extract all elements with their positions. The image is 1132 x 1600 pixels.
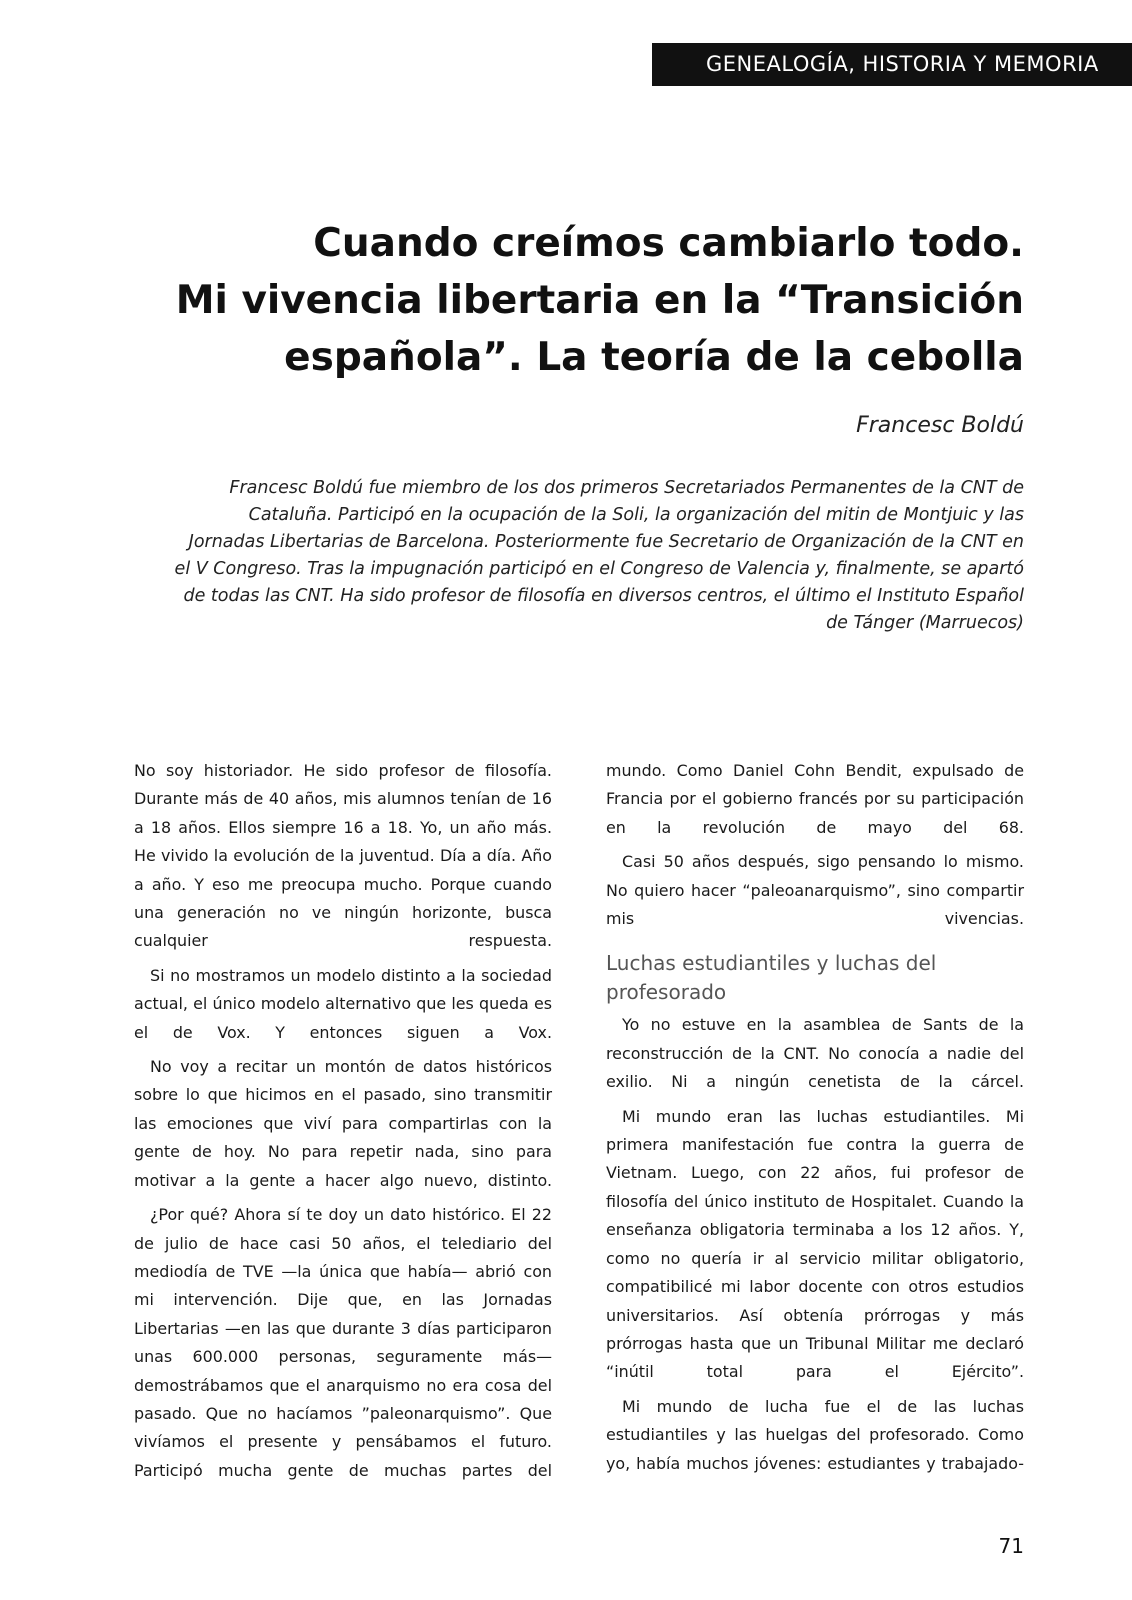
article-title xyxy=(150,215,1024,386)
author-bio-line: Cataluña. Participó en la ocupación de la Soli, la organización del mitin de Montjuic y las xyxy=(248,505,1024,525)
author-bio-line: Francesc Boldú fue miembro de los dos primeros Secretariados Permanentes de la CNT de xyxy=(229,478,1024,498)
body-paragraph: No soy historiador. He sido profesor de filosofía. Durante más de 40 años, mis alumnos tenían de 16 a 18 años. Ellos siempre 16 a 18. Yo, un año más. He vivido la evolución de la juventud. Día a día. Año a año. Y eso me preocupa mucho. Porque cuando una generación no ve ningún horizonte, busca cualquier respuesta. xyxy=(134,761,552,951)
article-title-line: española”. La teoría de la cebolla xyxy=(284,335,1024,380)
section-header: GENEALOGÍA, HISTORIA Y MEMORIA xyxy=(652,43,1132,86)
article-title-line: Cuando creímos cambiarlo todo. xyxy=(313,221,1024,266)
author-bio-line: Jornadas Libertarias de Barcelona. Posteriormente fue Secretario de Organización de la CNT en xyxy=(188,532,1024,552)
body-paragraph: No voy a recitar un montón de datos históricos sobre lo que hicimos en el pasado, sino transmitir las emociones que viví para compartirlas con la gente de hoy. No para repetir nada, sino para motivar a la gente a hacer algo nuevo, distinto. xyxy=(134,1057,552,1190)
author-bio xyxy=(134,475,1024,637)
body-column-left xyxy=(134,757,552,1485)
article-title-line: Mi vivencia libertaria en la “Transición xyxy=(175,278,1024,323)
body-paragraph: ¿Por qué? Ahora sí te doy un dato histórico. El 22 de julio de hace casi 50 años, el telediario del mediodía de TVE —la única que había— abrió con mi intervención. Dije que, en las Jornadas Libertarias —en las que durante 3 días participaron unas 600.000 personas, seguramente más— demostrábamos que el anarquismo no era cosa del pasado. Que no hacíamos ”paleonarquismo”. Que vivíamos el presente y pensábamos el futuro. Participó mucha gente de muchas partes del xyxy=(134,1205,552,1480)
body-column-right xyxy=(606,757,1024,1478)
page-number: 71 xyxy=(998,1534,1024,1558)
body-paragraph: Casi 50 años después, sigo pensando lo mismo. No quiero hacer “paleoanarquismo”, sino compartir mis vivencias. xyxy=(606,852,1024,929)
body-paragraph: Si no mostramos un modelo distinto a la sociedad actual, el único modelo alternativo que les queda es el de Vox. Y entonces siguen a Vox. xyxy=(134,965,552,1042)
section-subheading: Luchas estudiantiles y luchas del profesorado xyxy=(606,951,937,1005)
body-paragraph: Mi mundo eran las luchas estudiantiles. Mi primera manifestación fue contra la guerra de Vietnam. Luego, con 22 años, fui profesor de filosofía del único instituto de Hospitalet. Cuando la enseñanza obligatoria terminaba a los 12 años. Y, como no quería ir al servicio militar obligatorio, compatibilicé mi labor docente con otros estudios universitarios. Así obtenía prórrogas y más prórrogas hasta que un Tribunal Militar me declaró “inútil total para el Ejército”. xyxy=(606,1106,1024,1382)
body-paragraph: Yo no estuve en la asamblea de Sants de la reconstrucción de la CNT. No conocía a nadie del exilio. Ni a ningún cenetista de la cárcel. xyxy=(606,1015,1024,1092)
article-author: Francesc Boldú xyxy=(856,413,1024,438)
author-bio-line: de Tánger (Marruecos) xyxy=(826,613,1024,633)
body-paragraph: mundo. Como Daniel Cohn Bendit, expulsado de Francia por el gobierno francés por su participación en la revolución de mayo del 68. xyxy=(606,761,1024,837)
body-paragraph: Mi mundo de lucha fue el de las luchas estudiantiles y las huelgas del profesorado. Como yo, había muchos jóvenes: estudiantes y trabajado- xyxy=(606,1396,1024,1473)
author-bio-line: de todas las CNT. Ha sido profesor de filosofía en diversos centros, el último el Instituto Español xyxy=(183,586,1024,606)
author-bio-line: el V Congreso. Tras la impugnación participó en el Congreso de Valencia y, finalmente, se apartó xyxy=(174,559,1024,579)
